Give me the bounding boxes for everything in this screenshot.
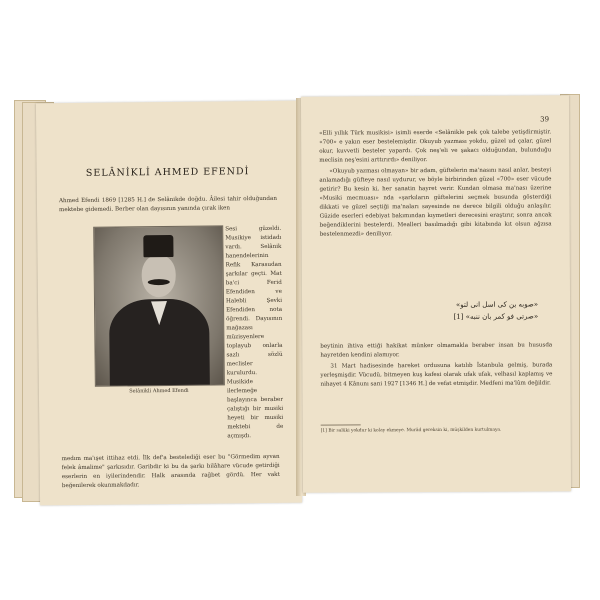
left-page — [36, 101, 302, 506]
right-text-block-2 — [320, 341, 552, 389]
page-title: SELÂNİKLİ AHMED EFENDİ — [85, 166, 250, 179]
side-column-paragraph: Sesi güzeldi. Musikiye istidadı vardı. Selânik hanendelerinin Refik Karasudan şarkılar geçti. Mat ba'ci Ferid Efendiden ve Halebli Şevki Efendiden nota öğrendi. Dayısının mağazası müzisyenlere toplayub onlarla sazlı sözlü meclisler kurulurdu. Musikide ilerlemeğe başlayınca beraber çalıştığı bir musiki heyeti bir musiki mektebi de açmışdı. — [225, 225, 284, 440]
portrait-photo — [93, 225, 225, 386]
arabic-verse-line-1: «صوبه بن كى اسل انى لتو» — [455, 300, 539, 309]
photo-caption: Selânikli Ahmed Efendi — [129, 387, 189, 395]
footnote: [1] Bir salûki yokdur ki kolay ekmeye. Murâd gereksin ki, müşkilden kurtulmaya. — [320, 427, 502, 434]
portrait-face — [141, 255, 175, 297]
bottom-paragraph: medım ma'ışet ittihaz etdi. İlk def'a bestelediği eser bu "Görmedim ayvan felek âmalime" şarkısıdır. Garibdir ki bu da şarkı bilâhare vücude getirdiği eserlerin en iyilerindendir. Halk arasında rağbet gördü. Her vakt beğenilerek okunmakdadır. — [61, 453, 280, 490]
paragraph-3: beytinin ihtiva ettiği hakikat münker olmamakla beraber insan bu hususda hayretden kendini alamıyor. — [320, 342, 553, 359]
portrait-fez — [143, 235, 173, 257]
paragraph-1: «Elli yıllık Türk musikisi» isimli eserde «Selânikle pek çok talebe yetişdirmiştir. «700» e yakın eser bestelemişdir. Okuyub yazması yokdu, güzel ud çalar, güzel okur, kuvvetli besteler yapardı. Çok neş'eli ve şakacı olduğundan, bulunduğu meclisin neş'esini arttırırdı» deniliyor. — [319, 129, 552, 164]
paragraph-2: «Okuyub yazması olmayan» bir adam, güftelerin ma'nasını nasıl anlar, besteyi anlamadığı güfteye nasıl uydurur, ve böyle birbirinden güzel «700» eser vücude getirir? Bu kesin ki, her sanatin hayret verir. Kundan olmasa ma'nası üzerine «Musiki mecmuası» nda «şarkıların güftelerini seçmek busunda gösterdiği dikkati ve güzel seçtiği ma'naları sayesinde ne derece bilgili olduğu anlaşılır. Güzide eserleri edebiyat bakımından kıymetleri derecesini eraştırır, sonra ancak beğendiklerini bestelerdi. Mealleri basılmadığı gibi kitabında kıt olsun ağzısa bestelenmezdi» deniliyor. — [319, 167, 552, 238]
paragraph-4: 31 Mart hadisesinde hareket ordusuna katılıb İstanbula gelmiş, burada yerleşmişdir. Vücudü, bitmeyen kuş kafesi olarak ufak ufak, velhasıl kaplamış ve nihayet 4 Kânunı sani 1927 [1346 H.] de vefat etmişdir. Medfeni ma'lûm değildir. — [320, 362, 553, 388]
right-text-block — [319, 128, 552, 239]
arabic-verse — [453, 298, 538, 322]
footnote-divider — [321, 424, 361, 425]
page-number: 39 — [540, 115, 550, 124]
intro-paragraph: Ahmed Efendi 1869 [1285 H.] de Selânikde doğdu. Âilesi tahir olduğundan mektebe gidemedi. Berber olan dayısının yanında çırak iken — [58, 195, 277, 214]
right-page — [301, 95, 571, 492]
arabic-verse-line-2: [1] «صرتى فو كمر بان ننبه» — [453, 312, 539, 321]
